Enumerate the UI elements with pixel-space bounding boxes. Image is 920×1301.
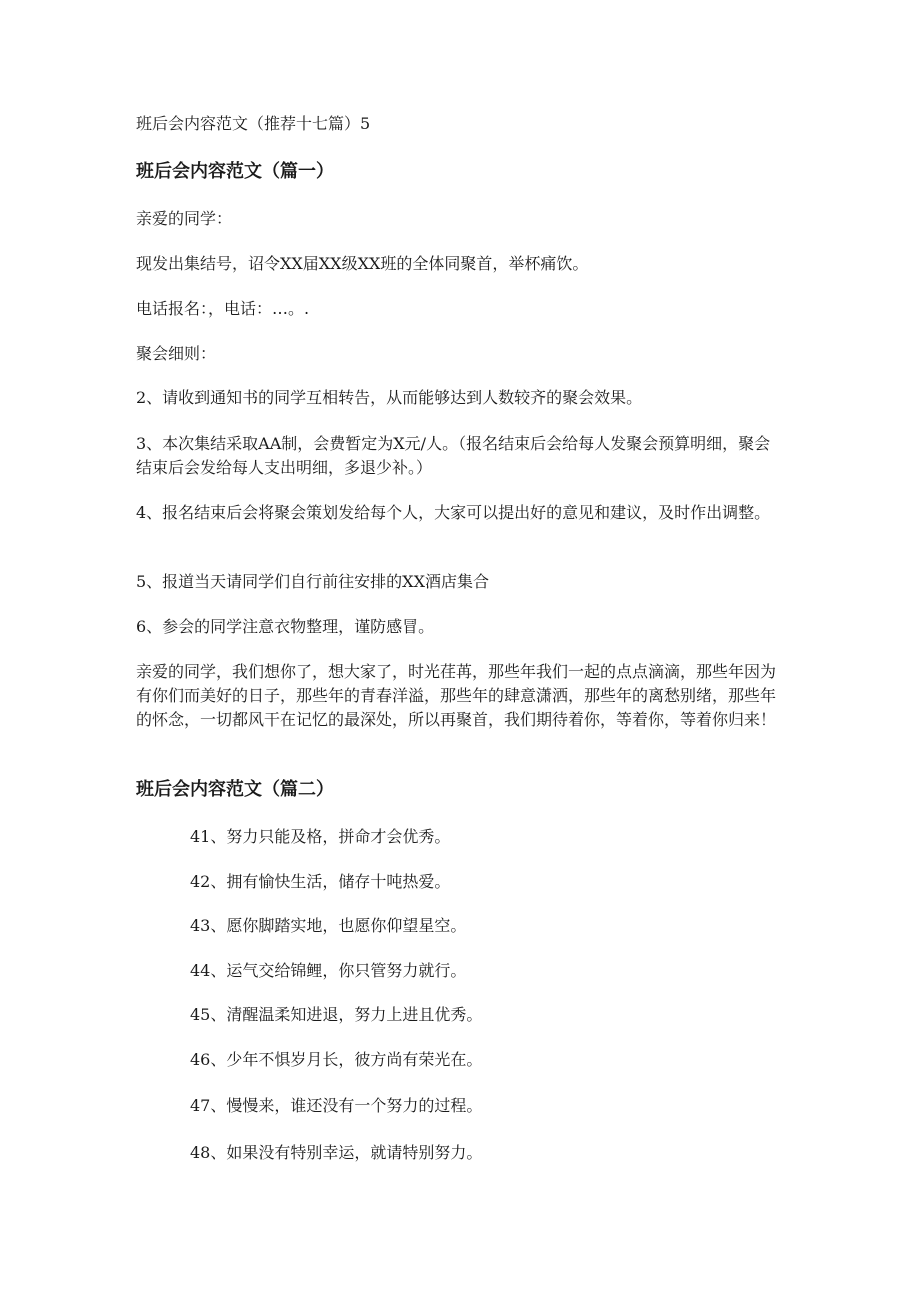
closing-paragraph: 亲爱的同学，我们想你了，想大家了，时光荏苒，那些年我们一起的点点滴滴，那些年因为有你们而美好的日子，那些年的青春洋溢，那些年的肆意潇洒，那些年的离愁别绪，那些年的怀念，一切都风干在记忆的最深处，所以再聚首，我们期待着你，等着你，等着你归来！ xyxy=(136,662,777,729)
rule-item-4: 4、报名结束后会将聚会策划发给每个人，大家可以提出好的意见和建议，及时作出调整。 xyxy=(136,503,771,522)
list-item: 45、清醒温柔知进退，努力上进且优秀。 xyxy=(190,1005,483,1024)
list-item: 48、如果没有特别幸运，就请特别努力。 xyxy=(190,1143,483,1162)
document-title: 班后会内容范文（推荐十七篇）5 xyxy=(136,114,371,133)
list-item: 46、少年不惧岁月长，彼方尚有荣光在。 xyxy=(190,1050,483,1069)
list-item: 41、努力只能及格，拼命才会优秀。 xyxy=(190,827,451,846)
rule-item-5: 5、报道当天请同学们自行前往安排的XX酒店集合 xyxy=(136,572,489,591)
section-heading-1: 班后会内容范文（篇一） xyxy=(136,161,334,182)
list-item: 47、慢慢来，谁还没有一个努力的过程。 xyxy=(190,1096,483,1115)
call-paragraph: 现发出集结号，诏令XX届XX级XX班的全体同聚首，举杯痛饮。 xyxy=(136,254,589,273)
greeting: 亲爱的同学： xyxy=(136,209,233,228)
rules-title: 聚会细则： xyxy=(136,344,217,363)
rule-item-3: 3、本次集结采取AA制，会费暂定为X元/人。（报名结束后会给每人发聚会预算明细，聚会结束后会发给每人支出明细，多退少补。） xyxy=(136,434,771,477)
phone-line: 电话报名：，电话：…。. xyxy=(136,299,310,318)
list-item: 44、运气交给锦鲤，你只管努力就行。 xyxy=(190,961,467,980)
rule-item-2: 2、请收到通知书的同学互相转告，从而能够达到人数较齐的聚会效果。 xyxy=(136,388,643,407)
list-item: 42、拥有愉快生活，储存十吨热爱。 xyxy=(190,872,451,891)
section-heading-2: 班后会内容范文（篇二） xyxy=(136,779,334,800)
list-item: 43、愿你脚踏实地，也愿你仰望星空。 xyxy=(190,916,467,935)
rule-item-6: 6、参会的同学注意衣物整理，谨防感冒。 xyxy=(136,617,435,636)
